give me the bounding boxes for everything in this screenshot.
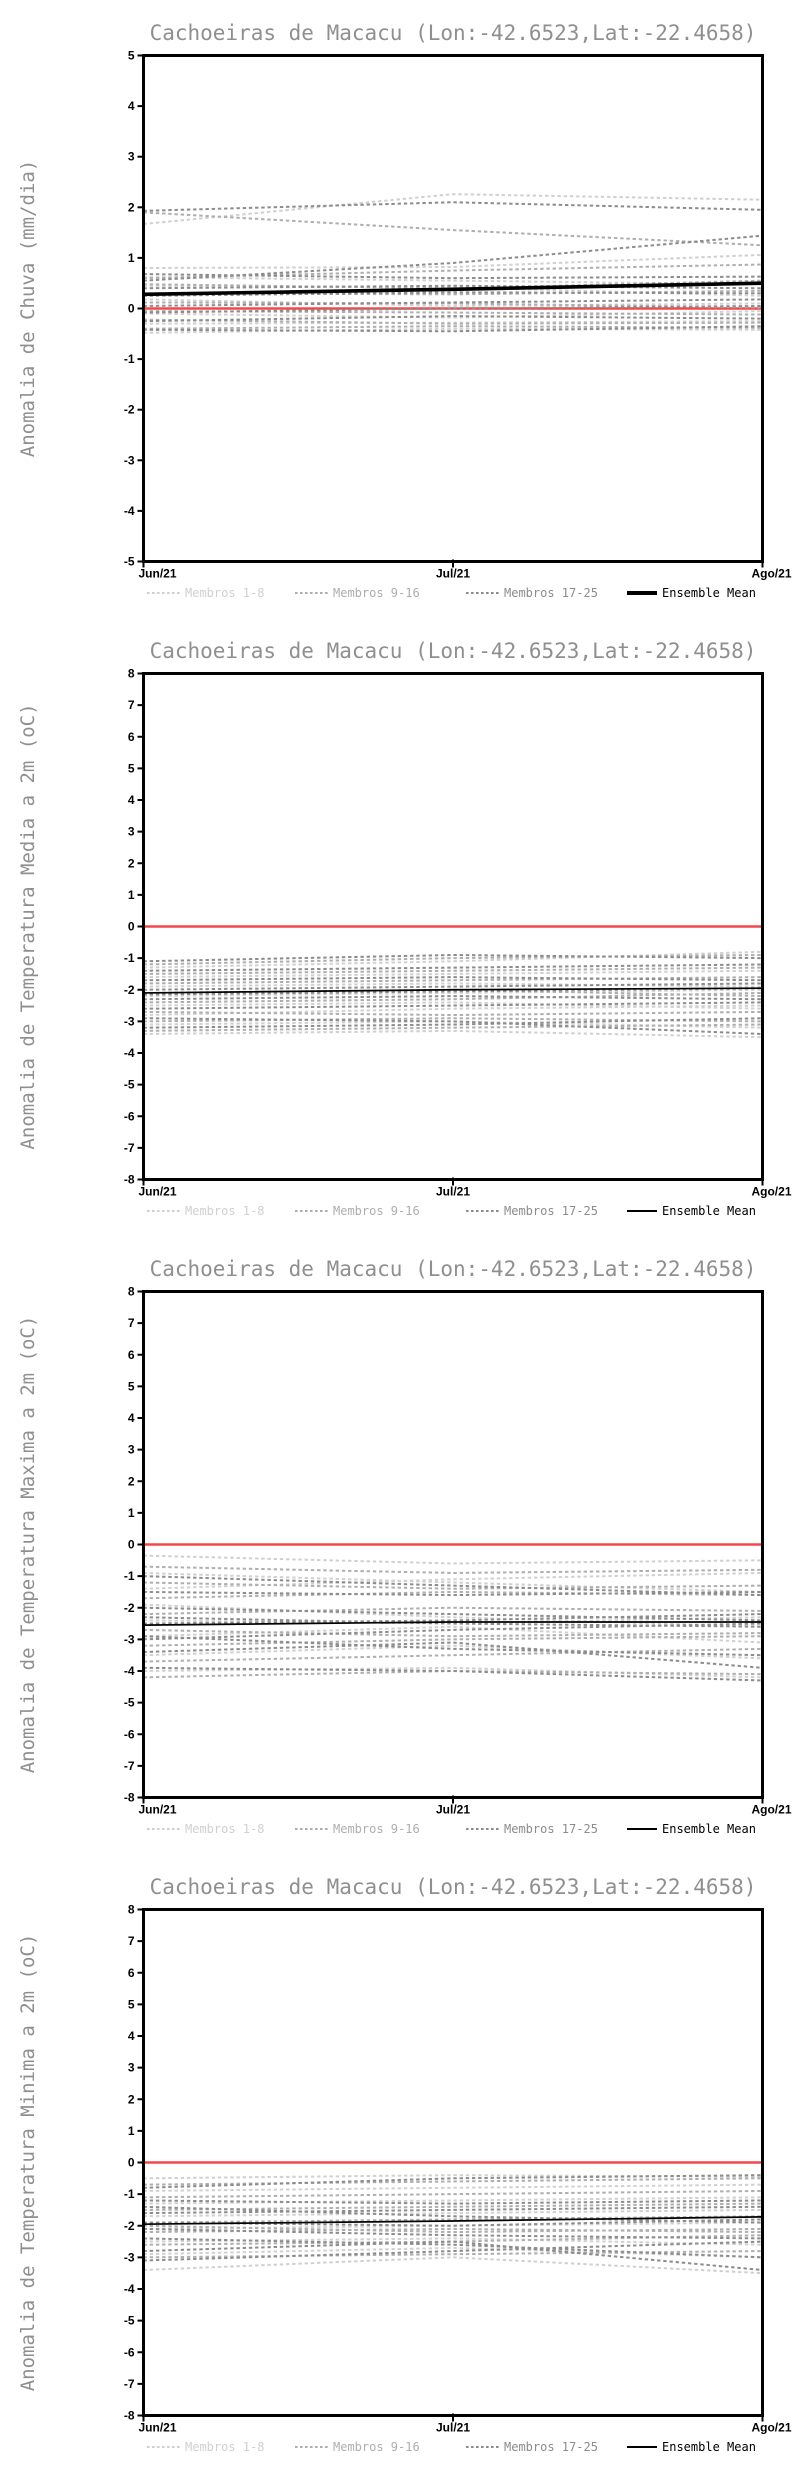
member-line — [144, 2207, 763, 2213]
chart-block-2 — [0, 1236, 800, 1854]
y-tick-label: 6 — [127, 1347, 135, 1362]
legend-label: Membros 1-8 — [185, 1204, 265, 1218]
member-line — [144, 2229, 763, 2238]
member-line — [144, 1668, 763, 1681]
y-tick-label: 0 — [127, 301, 135, 316]
y-tick-label: 2 — [127, 856, 135, 871]
y-tick-label: -3 — [123, 2250, 135, 2265]
legend-label: Ensemble Mean — [662, 1204, 756, 1218]
legend-item-members-17-25 — [466, 2440, 598, 2454]
x-tick-label: Jun/21 — [138, 2420, 177, 2435]
legend-label: Membros 17-25 — [504, 586, 598, 600]
member-line — [144, 964, 763, 970]
member-line — [144, 1556, 763, 1564]
member-line — [144, 1018, 763, 1021]
legend-item-ensemble-mean — [627, 2440, 756, 2454]
member-line — [144, 2175, 763, 2188]
member-line — [144, 1636, 763, 1655]
legend-item-members-1-8 — [147, 586, 264, 600]
ensemble-mean-line — [144, 2217, 763, 2224]
member-line — [144, 1021, 763, 1027]
member-line — [144, 2242, 763, 2270]
y-tick-label: -3 — [123, 1632, 135, 1647]
y-axis-label: Anomalia de Chuva (mm/dia) — [17, 159, 39, 458]
y-tick-label: 5 — [127, 761, 135, 776]
y-tick-label: -6 — [123, 1109, 135, 1124]
member-line — [144, 302, 763, 307]
y-tick-label: -4 — [123, 503, 135, 518]
y-tick-label: 6 — [127, 1965, 135, 1980]
y-tick-label: -6 — [123, 2345, 135, 2360]
member-line — [144, 1636, 763, 1645]
member-line — [144, 952, 763, 968]
y-tick-label: 3 — [127, 824, 135, 839]
x-tick-label: Ago/21 — [751, 2420, 792, 2435]
member-line — [144, 968, 763, 974]
member-line — [144, 1031, 763, 1037]
y-tick-label: 5 — [127, 1997, 135, 2012]
member-line — [144, 2235, 763, 2244]
member-line — [144, 1573, 763, 1592]
y-tick-label: -7 — [123, 1758, 135, 1773]
member-line — [144, 1576, 763, 1595]
chart-block-1 — [0, 618, 800, 1236]
y-tick-label: 3 — [127, 2060, 135, 2075]
member-line — [144, 1567, 763, 1573]
chart-title: Cachoeiras de Macacu (Lon:-42.6523,Lat:-22.4658) — [149, 639, 757, 663]
legend-label: Membros 1-8 — [185, 586, 265, 600]
legend-item-members-17-25 — [466, 1822, 598, 1836]
member-line — [144, 2175, 763, 2178]
member-line — [144, 2226, 763, 2232]
chart-title: Cachoeiras de Macacu (Lon:-42.6523,Lat:-22.4658) — [149, 21, 757, 45]
y-tick-label: -2 — [123, 982, 135, 997]
y-tick-label: 4 — [127, 1411, 135, 1425]
x-tick-label: Jul/21 — [435, 566, 471, 581]
member-line — [144, 2248, 763, 2257]
ensemble-chart — [0, 618, 800, 1236]
y-tick-label: -4 — [123, 1664, 135, 1678]
y-tick-label: -3 — [123, 1014, 135, 1029]
y-tick-label: -7 — [123, 1140, 135, 1155]
chart-block-0 — [0, 0, 800, 618]
y-tick-label: -6 — [123, 1727, 135, 1742]
y-tick-label: 0 — [127, 2155, 135, 2170]
member-line — [144, 311, 763, 318]
y-tick-label: -5 — [123, 554, 135, 569]
y-axis-label: Anomalia de Temperatura Media a 2m (oC) — [17, 703, 39, 1150]
member-line — [144, 2178, 763, 2184]
y-tick-label: 7 — [127, 1316, 135, 1331]
legend-label: Membros 9-16 — [333, 1204, 420, 1218]
member-line — [144, 955, 763, 964]
member-line — [144, 2197, 763, 2203]
legend-item-ensemble-mean — [627, 586, 756, 600]
legend-item-members-9-16 — [295, 586, 420, 600]
chart-title: Cachoeiras de Macacu (Lon:-42.6523,Lat:-22.4658) — [149, 1875, 757, 1899]
y-tick-label: -2 — [123, 1600, 135, 1615]
member-line — [144, 1643, 763, 1668]
y-tick-label: -2 — [123, 2218, 135, 2233]
y-tick-label: -1 — [123, 951, 135, 966]
y-tick-label: 1 — [127, 887, 135, 902]
member-line — [144, 983, 763, 986]
y-tick-label: 5 — [127, 1379, 135, 1394]
member-line — [144, 990, 763, 996]
member-line — [144, 2238, 763, 2244]
member-line — [144, 2251, 763, 2257]
x-tick-label: Jun/21 — [138, 1184, 177, 1199]
y-tick-label: 5 — [127, 48, 135, 63]
legend-item-members-17-25 — [466, 586, 598, 600]
legend-label: Membros 1-8 — [185, 2440, 265, 2454]
member-line — [144, 212, 763, 245]
member-line — [144, 1608, 763, 1614]
legend-item-members-9-16 — [295, 2440, 420, 2454]
member-line — [144, 2242, 763, 2261]
member-line — [144, 194, 763, 224]
member-line — [144, 311, 763, 315]
legend-label: Ensemble Mean — [662, 1822, 756, 1836]
member-line — [144, 1025, 763, 1031]
y-tick-label: -8 — [123, 1790, 135, 1805]
legend-item-members-17-25 — [466, 1204, 598, 1218]
y-tick-label: -8 — [123, 2408, 135, 2423]
member-line — [144, 1006, 763, 1015]
y-tick-label: 3 — [127, 149, 135, 164]
y-tick-label: 6 — [127, 729, 135, 744]
legend-label: Membros 9-16 — [333, 1822, 420, 1836]
member-line — [144, 320, 763, 324]
legend-label: Membros 17-25 — [504, 1204, 598, 1218]
legend-label: Membros 9-16 — [333, 2440, 420, 2454]
member-line — [144, 2210, 763, 2216]
member-line — [144, 1002, 763, 1008]
x-tick-label: Ago/21 — [751, 566, 792, 581]
member-line — [144, 1668, 763, 1677]
y-tick-label: 8 — [127, 666, 135, 681]
legend-label: Membros 17-25 — [504, 2440, 598, 2454]
member-line — [144, 977, 763, 983]
member-line — [144, 255, 763, 268]
member-line — [144, 329, 763, 333]
y-tick-label: 2 — [127, 2092, 135, 2107]
legend-item-members-1-8 — [147, 2440, 264, 2454]
chart-block-3 — [0, 1854, 800, 2472]
ensemble-chart — [0, 1236, 800, 1854]
legend-item-members-9-16 — [295, 1204, 420, 1218]
legend-item-ensemble-mean — [627, 1822, 756, 1836]
legend-item-members-1-8 — [147, 1204, 264, 1218]
member-line — [144, 996, 763, 999]
member-line — [144, 1592, 763, 1598]
y-tick-label: 4 — [127, 793, 135, 807]
x-tick-label: Jul/21 — [435, 1184, 471, 1199]
member-line — [144, 977, 763, 980]
member-line — [144, 1624, 763, 1640]
member-line — [144, 316, 763, 321]
member-line — [144, 277, 763, 284]
y-tick-label: 3 — [127, 1442, 135, 1457]
y-tick-label: -8 — [123, 1172, 135, 1187]
y-tick-label: 2 — [127, 1474, 135, 1489]
member-line — [144, 264, 763, 278]
member-line — [144, 1649, 763, 1662]
x-tick-label: Ago/21 — [751, 1184, 792, 1199]
member-line — [144, 2238, 763, 2257]
x-tick-label: Jun/21 — [138, 1802, 177, 1817]
y-tick-label: -5 — [123, 1077, 135, 1092]
member-line — [144, 1573, 763, 1589]
x-tick-label: Ago/21 — [751, 1802, 792, 1817]
legend-label: Membros 9-16 — [333, 586, 420, 600]
ensemble-mean-line — [144, 988, 763, 993]
legend-item-members-1-8 — [147, 1822, 264, 1836]
member-line — [144, 1646, 763, 1659]
y-tick-label: -3 — [123, 453, 135, 468]
y-tick-label: 7 — [127, 698, 135, 713]
x-tick-label: Jul/21 — [435, 2420, 471, 2435]
x-tick-label: Jun/21 — [138, 566, 177, 581]
member-line — [144, 955, 763, 961]
y-tick-label: 0 — [127, 919, 135, 934]
member-line — [144, 2257, 763, 2273]
legend-label: Ensemble Mean — [662, 586, 756, 600]
y-tick-label: 8 — [127, 1284, 135, 1299]
member-line — [144, 971, 763, 977]
y-tick-label: 7 — [127, 1934, 135, 1949]
member-line — [144, 2204, 763, 2210]
member-line — [144, 321, 763, 324]
x-tick-label: Jul/21 — [435, 1802, 471, 1817]
ensemble-chart — [0, 1854, 800, 2472]
member-line — [144, 326, 763, 331]
y-tick-label: -7 — [123, 2376, 135, 2391]
y-tick-label: -5 — [123, 2313, 135, 2328]
member-line — [144, 299, 763, 306]
member-line — [144, 1671, 763, 1677]
member-line — [144, 993, 763, 1002]
y-tick-label: -5 — [123, 1695, 135, 1710]
legend-label: Ensemble Mean — [662, 2440, 756, 2454]
member-line — [144, 2185, 763, 2191]
ensemble-chart — [0, 0, 800, 618]
chart-title: Cachoeiras de Macacu (Lon:-42.6523,Lat:-22.4658) — [149, 1257, 757, 1281]
member-line — [144, 1012, 763, 1015]
member-line — [144, 1582, 763, 1588]
member-line — [144, 1018, 763, 1027]
y-tick-label: 8 — [127, 1902, 135, 1917]
legend-label: Membros 17-25 — [504, 1822, 598, 1836]
member-line — [144, 236, 763, 281]
y-tick-label: -4 — [123, 1046, 135, 1060]
member-line — [144, 1630, 763, 1636]
y-tick-label: 4 — [127, 99, 135, 114]
y-tick-label: -1 — [123, 2187, 135, 2202]
member-line — [144, 299, 763, 306]
ensemble-mean-line — [144, 283, 763, 294]
y-tick-label: -2 — [123, 402, 135, 417]
member-line — [144, 326, 763, 329]
member-line — [144, 2229, 763, 2232]
member-line — [144, 2191, 763, 2197]
legend-item-ensemble-mean — [627, 1204, 756, 1218]
y-tick-label: 1 — [127, 250, 135, 265]
y-tick-label: 0 — [127, 1537, 135, 1552]
y-tick-label: -1 — [123, 1569, 135, 1584]
y-tick-label: 1 — [127, 1505, 135, 1520]
member-line — [144, 1002, 763, 1008]
legend-label: Membros 1-8 — [185, 1822, 265, 1836]
member-line — [144, 202, 763, 211]
y-tick-label: -4 — [123, 2282, 135, 2296]
legend-item-members-9-16 — [295, 1822, 420, 1836]
member-line — [144, 2200, 763, 2203]
y-tick-label: -1 — [123, 352, 135, 367]
member-line — [144, 1627, 763, 1643]
y-tick-label: 4 — [127, 2029, 135, 2043]
y-tick-label: 1 — [127, 2123, 135, 2138]
member-line — [144, 990, 763, 996]
member-line — [144, 1018, 763, 1034]
y-tick-label: 2 — [127, 200, 135, 215]
member-line — [144, 1608, 763, 1621]
member-line — [144, 1592, 763, 1595]
ensemble-mean-line — [144, 1622, 763, 1625]
y-axis-label: Anomalia de Temperatura Minima a 2m (oC) — [17, 1933, 39, 2392]
y-axis-label: Anomalia de Temperatura Maxima a 2m (oC) — [17, 1315, 39, 1774]
